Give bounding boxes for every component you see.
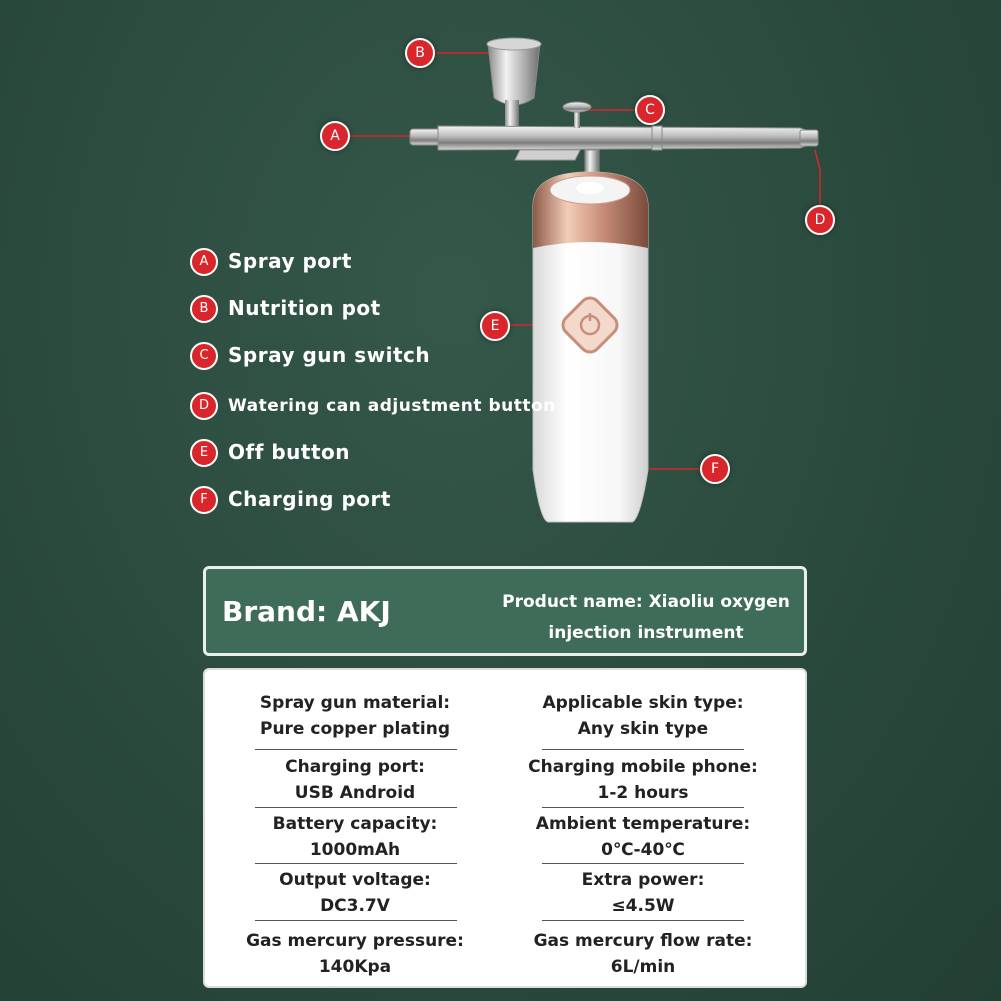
spec-value: Pure copper plating xyxy=(259,719,450,739)
spec-label: Battery capacity: xyxy=(272,814,438,834)
spec-label: Charging port: xyxy=(285,757,425,777)
spec-value: USB Android xyxy=(294,783,416,803)
spec-item xyxy=(498,811,788,863)
legend-label: Watering can adjustment button xyxy=(228,396,556,416)
spec-divider xyxy=(255,920,457,921)
legend-marker-c: C xyxy=(190,342,218,370)
spec-value: 6L/min xyxy=(610,957,676,977)
spec-item xyxy=(210,928,500,980)
spec-item xyxy=(498,690,788,742)
spec-divider xyxy=(542,863,744,864)
legend-marker-b: B xyxy=(190,295,218,323)
legend-label: Spray port xyxy=(228,249,352,273)
legend-marker-d: D xyxy=(190,392,218,420)
marker-d: D xyxy=(805,205,835,235)
spec-item xyxy=(498,867,788,919)
spec-item xyxy=(210,811,500,863)
marker-e: E xyxy=(480,311,510,341)
nutrition-pot xyxy=(487,38,541,126)
brand-name: Brand: AKJ xyxy=(222,595,391,628)
product-name-line-1: Product name: Xiaoliu oxygen xyxy=(502,592,790,612)
legend-marker-a: A xyxy=(190,248,218,276)
marker-b: B xyxy=(405,38,435,68)
spec-value: Any skin type xyxy=(577,719,709,739)
spray-gun-switch xyxy=(563,102,591,128)
spec-value: 1000mAh xyxy=(309,840,401,860)
marker-f: F xyxy=(700,454,730,484)
spec-value: ≤4.5W xyxy=(611,896,675,916)
spec-item xyxy=(210,754,500,806)
spec-divider xyxy=(542,749,744,750)
spec-value: 0℃-40℃ xyxy=(601,840,685,860)
spec-divider xyxy=(255,863,457,864)
spec-label: Applicable skin type: xyxy=(542,693,744,713)
spec-label: Output voltage: xyxy=(279,870,431,890)
spec-item xyxy=(210,867,500,919)
spec-value: 1-2 hours xyxy=(597,783,689,803)
legend-marker-f: F xyxy=(190,486,218,514)
spec-value: 140Kpa xyxy=(318,957,392,977)
spec-divider xyxy=(542,920,744,921)
product-name-line-2: injection instrument xyxy=(548,623,744,643)
marker-c: C xyxy=(635,95,665,125)
spec-item xyxy=(498,928,788,980)
device-body xyxy=(533,172,648,522)
spec-label: Gas mercury flow rate: xyxy=(533,931,753,951)
spec-item xyxy=(498,754,788,806)
spec-divider xyxy=(542,807,744,808)
spec-label: Gas mercury pressure: xyxy=(246,931,464,951)
specifications-panel xyxy=(203,668,807,988)
spec-item xyxy=(210,690,500,742)
spec-label: Ambient temperature: xyxy=(535,814,751,834)
brand-banner xyxy=(203,566,807,656)
marker-a: A xyxy=(320,121,350,151)
spec-label: Spray gun material: xyxy=(259,693,451,713)
legend-label: Charging port xyxy=(228,487,391,511)
legend-label: Nutrition pot xyxy=(228,296,381,320)
spec-divider xyxy=(255,749,457,750)
spec-label: Charging mobile phone: xyxy=(528,757,758,777)
spec-divider xyxy=(255,807,457,808)
legend-label: Spray gun switch xyxy=(228,343,431,367)
spec-value: DC3.7V xyxy=(320,896,390,916)
spray-barrel xyxy=(410,126,818,160)
product-name xyxy=(496,587,796,649)
legend-marker-e: E xyxy=(190,439,218,467)
legend-label: Off button xyxy=(228,440,351,464)
spec-label: Extra power: xyxy=(581,870,705,890)
